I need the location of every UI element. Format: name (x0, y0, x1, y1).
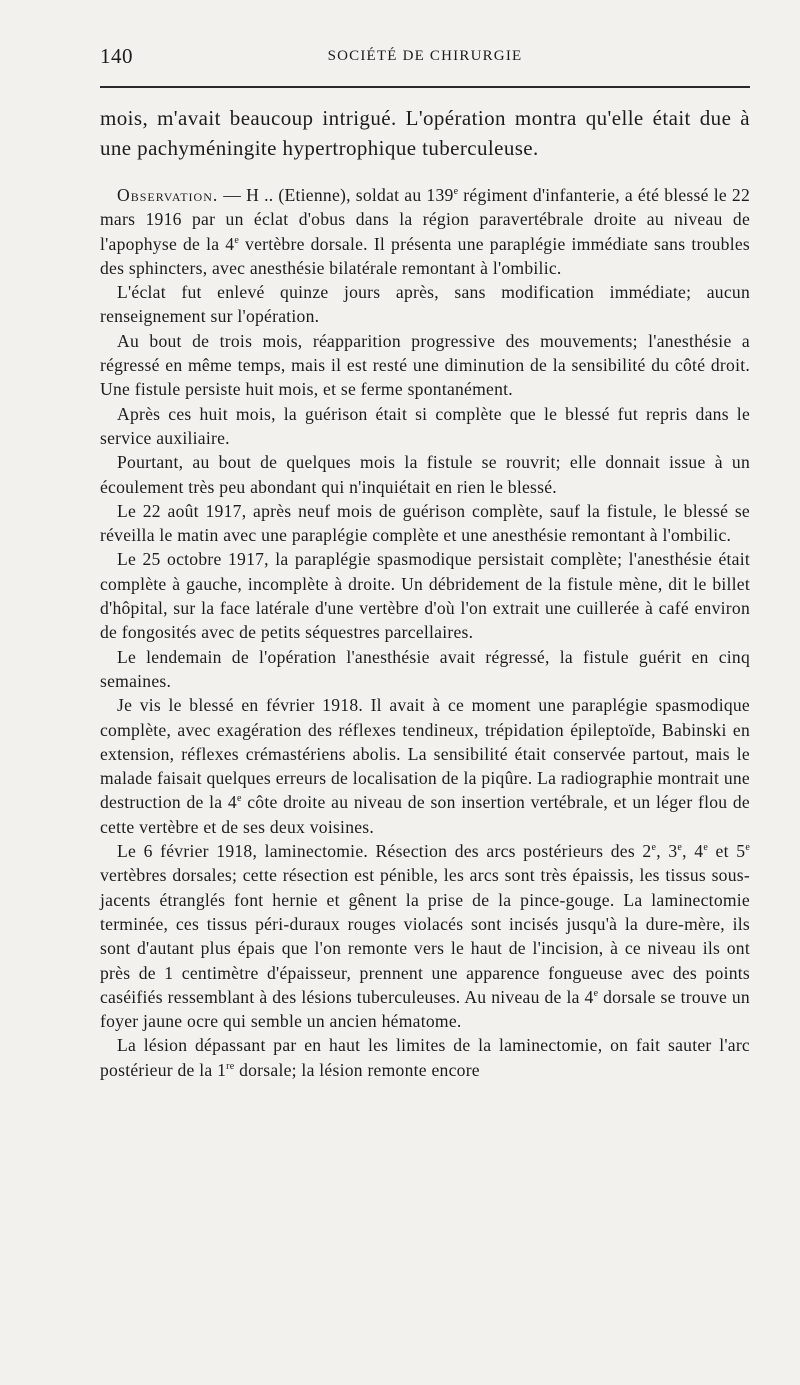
paragraph: Le 25 octobre 1917, la paraplégie spasmodique persistait complète; l'anesthésie était complète à gauche, incomplète à droite. Un débridement de la fistule mène, dit le billet d'hôpital, sur la face latérale d'une vertèbre d'où l'on extrait une cuillerée à café environ de fongosités avec de petits séquestres parcellaires. (100, 549, 750, 643)
header-rule (100, 86, 750, 88)
lead-paragraph: mois, m'avait beaucoup intrigué. L'opération montra qu'elle était due à une pachyméningite hypertrophique tuberculeuse. (100, 106, 750, 160)
body-text (100, 103, 750, 1082)
paragraph: L'éclat fut enlevé quinze jours après, sans modification immédiate; aucun renseignement sur l'opération. (100, 282, 750, 327)
observation-paragraph (100, 183, 750, 280)
paragraph: Le lendemain de l'opération l'anesthésie avait régressé, la fistule guérit en cinq semaines. (100, 646, 750, 691)
paragraph: Le 22 août 1917, après neuf mois de guérison complète, sauf la fistule, le blessé se réveilla le matin avec une paraplégie complète et une anesthésie remontant à l'ombilic. (100, 500, 750, 546)
paragraph: Le 6 février 1918, laminectomie. Résection des arcs postérieurs des 2e, 3e, 4e et 5e vertèbres dorsales; cette résection est pénible, les arcs sont très épaissis, les tissus sous-jacents étranglés font hernie et gênent la prise de la pince-gouge. La laminectomie terminée, ces tissus péri-duraux rouges violacés sont incisés jusqu'à la dure-mère, ils sont d'autant plus épais que l'on remonte vers le haut de l'incision, à ce niveau ils ont près de 1 centimètre d'épaisseur, prennent une apparence fongueuse avec des points caséifiés ressemblant à des lésions tuberculeuses. Au niveau de la 4e dorsale se trouve un foyer jaune ocre qui semble un ancien hématome. (100, 841, 751, 1032)
observation-text: — H .. (Etienne), soldat au 139e régiment d'infanterie, a été blessé le 22 mars 1916 par un éclat d'obus dans la région paravertébrale droite au niveau de l'apophyse de la 4e vertèbre dorsale. Il présenta une paraplégie immédiate sans troubles des sphincters, avec anesthésie bilatérale remontant à l'ombilic. (100, 185, 750, 278)
page-header (100, 44, 750, 74)
paragraph: La lésion dépassant par en haut les limites de la laminectomie, on fait sauter l'arc postérieur de la 1re dorsale; la lésion remonte encore (100, 1035, 750, 1080)
page-number: 140 (100, 44, 133, 68)
paragraph: Au bout de trois mois, réapparition progressive des mouvements; l'anesthésie a régressé en même temps, mais il est resté une diminution de la sensibilité du côté droit. Une fistule persiste huit mois, et se ferme spontanément. (100, 330, 750, 400)
paragraph: Après ces huit mois, la guérison était si complète que le blessé fut repris dans le service auxiliaire. (100, 403, 750, 448)
paragraph: Pourtant, au bout de quelques mois la fistule se rouvrit; elle donnait issue à un écoulement très peu abondant qui n'inquiétait en rien le blessé. (100, 452, 750, 497)
running-head: SOCIÉTÉ DE CHIRURGIE (327, 48, 523, 64)
observation-label: Observation. (117, 185, 219, 205)
paragraph: Je vis le blessé en février 1918. Il avait à ce moment une paraplégie spasmodique complète, avec exagération des réflexes tendineux, trépidation épileptoïde, Babinski en extension, réflexes crémastériens abolis. La sensibilité était conservée partout, mais le malade faisait quelques erreurs de localisation de la piqûre. La radiographie montrait une destruction de la 4e côte droite au niveau de son insertion vertébrale, et un léger flou de cette vertèbre et de ses deux voisines. (100, 695, 750, 837)
